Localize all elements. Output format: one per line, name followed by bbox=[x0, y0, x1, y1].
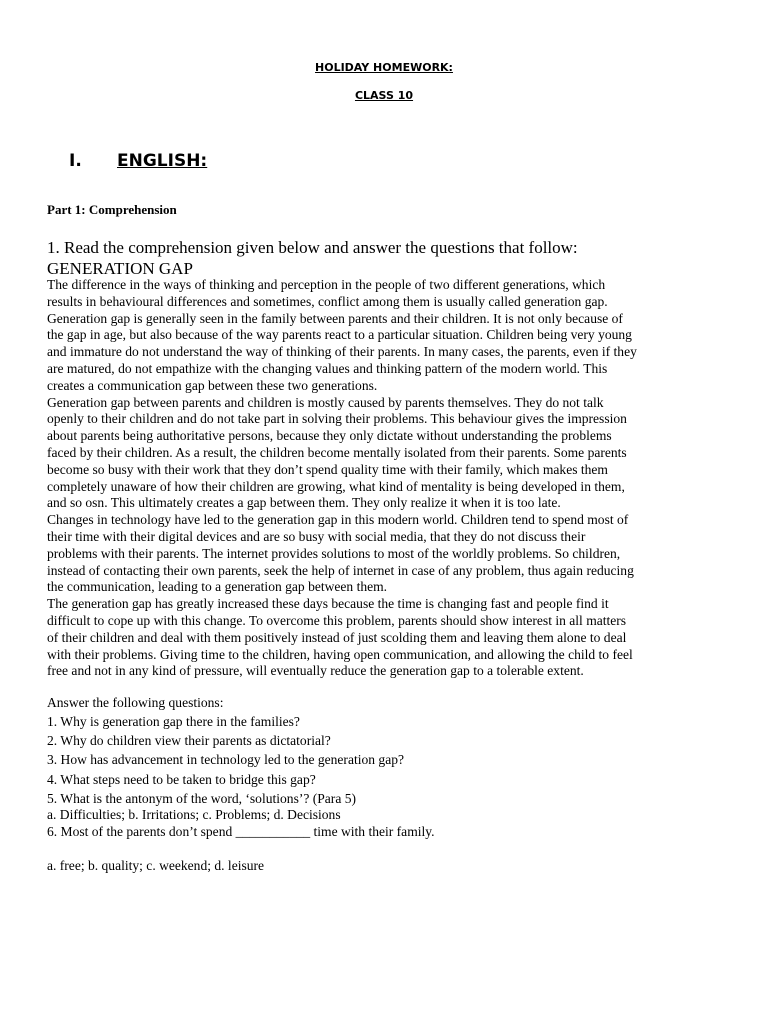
passage-title: GENERATION GAP bbox=[47, 259, 193, 278]
questions-intro: Answer the following questions: bbox=[47, 695, 224, 710]
passage-line: about parents being authoritative persons, because they only dictate without understanding the problems bbox=[47, 428, 612, 444]
passage-line: The generation gap has greatly increased these days because the time is changing fast and people find it bbox=[47, 596, 609, 612]
question-item: 1. Why is generation gap there in the families? bbox=[47, 713, 300, 729]
instruction: 1. Read the comprehension given below and answer the questions that follow: bbox=[47, 238, 578, 257]
passage-line: of their children and deal with them positively instead of just scolding them and leaving them alone to deal bbox=[47, 629, 627, 645]
header-class: CLASS 10 bbox=[354, 89, 414, 102]
header-holiday-homework: HOLIDAY HOMEWORK: bbox=[315, 61, 453, 74]
passage-line: the gap in age, but also because of the way parents react to a particular situation. Children being very young bbox=[47, 327, 632, 343]
passage-line: results in behavioural differences and sometimes, conflict among them is usually called generation gap. bbox=[47, 293, 608, 309]
q5-options: a. Difficulties; b. Irritations; c. Problems; d. Decisions bbox=[47, 807, 341, 822]
question-6: 6. Most of the parents don’t spend ___________ time with their family. bbox=[47, 824, 435, 839]
section-title: ENGLISH: bbox=[117, 151, 208, 171]
passage-line: and so osn. This ultimately creates a gap between them. They only realize it when it is too late. bbox=[47, 495, 561, 511]
question-item: 2. Why do children view their parents as dictatorial? bbox=[47, 733, 331, 749]
passage-line: Generation gap between parents and children is mostly caused by parents themselves. They do not talk bbox=[47, 394, 604, 410]
passage-line: instead of contacting their own parents, seek the help of internet in case of any problem, thus again reducing bbox=[47, 562, 634, 578]
passage-line: creates a communication gap between these two generations. bbox=[47, 377, 378, 393]
passage-line: Generation gap is generally seen in the family between parents and their children. It is not only because of bbox=[47, 310, 623, 326]
passage-line: completely unaware of how their children are growing, what kind of mentality is being developed in them, bbox=[47, 478, 625, 494]
passage-line: free and not in any kind of pressure, will eventually reduce the generation gap to a tolerable extent. bbox=[47, 663, 584, 679]
passage-line: the communication, leading to a generation gap between them. bbox=[47, 579, 388, 595]
passage-line: difficult to cope up with this change. To overcome this problem, parents should show interest in all matters bbox=[47, 612, 627, 628]
question-item: 3. How has advancement in technology led to the generation gap? bbox=[47, 752, 404, 768]
passage-line: Changes in technology have led to the generation gap in this modern world. Children tend to spend most of bbox=[47, 512, 629, 528]
passage-line: their time with their digital devices and are so busy with social media, that they do not discuss their bbox=[47, 528, 586, 544]
passage-line: faced by their children. As a result, the children become mentally isolated from their parents. Some parents bbox=[47, 444, 627, 460]
q6-options: a. free; b. quality; c. weekend; d. leisure bbox=[47, 858, 265, 873]
part-heading: Part 1: Comprehension bbox=[47, 202, 177, 217]
passage-line: and immature do not understand the way of thinking of their parents. In many cases, the parents, even if they bbox=[47, 344, 637, 360]
passage-line: are matured, do not empathize with the changing values and thinking pattern of the modern world. This bbox=[47, 360, 608, 376]
section-heading bbox=[69, 151, 207, 171]
passage-line: become so busy with their work that they don’t spend quality time with their family, which makes them bbox=[47, 461, 608, 477]
passage-line: openly to their children and do not take part in solving their problems. This behaviour gives the impression bbox=[47, 411, 627, 427]
question-item: 5. What is the antonym of the word, ‘solutions’? (Para 5) bbox=[47, 790, 357, 806]
passage-line: with their problems. Giving time to the children, having open communication, and allowing the child to feel bbox=[47, 646, 633, 662]
question-item: 4. What steps need to be taken to bridge this gap? bbox=[47, 771, 316, 787]
question-list bbox=[47, 695, 404, 808]
passage-body bbox=[47, 277, 737, 680]
section-number: I. bbox=[69, 151, 82, 171]
passage-line: The difference in the ways of thinking and perception in the people of two different generations, which bbox=[47, 277, 606, 292]
passage-line: problems with their parents. The internet provides solutions to most of the worldly problems. So children, bbox=[47, 545, 621, 561]
